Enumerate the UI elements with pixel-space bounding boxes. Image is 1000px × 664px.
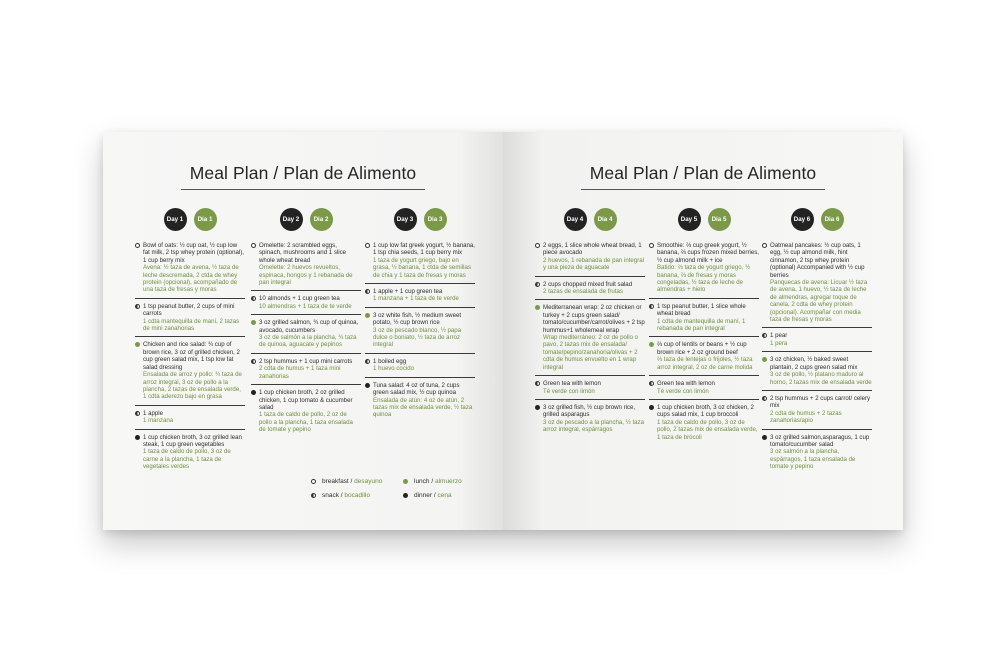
meal-text-en: 1 cup chicken broth, 3 oz grilled lean steak, 1 cup green vegetables — [143, 433, 242, 448]
meal-breakfast — [762, 242, 872, 328]
day-column-5 — [649, 208, 759, 449]
day-badge: Day 3 — [394, 208, 417, 231]
meal-snack — [251, 295, 361, 315]
meal-snack — [535, 281, 645, 301]
breakfast-marker-icon — [762, 243, 767, 248]
meal-text-en: 1 cup chicken broth, 3 oz chicken, 2 cups salad mix, 1 cup broccoli — [657, 403, 754, 419]
legend-label-es: bocadillo — [344, 492, 371, 499]
meal-text-es: 1 cdta de mantequilla de maní, 1 rebanada de pan integral — [657, 317, 746, 333]
meal-text-es: 1 cdta mantequilla de maní, 2 tazas de mini zanahorias — [143, 317, 240, 333]
meal-text-en: 1 tsp peanut butter, 2 cups of mini carrots — [143, 302, 235, 318]
day-column-1 — [135, 208, 245, 479]
meal-dinner — [649, 404, 759, 445]
meal-snack — [649, 380, 759, 400]
meal-text-es: Té verde con limón — [543, 387, 595, 395]
day-badges — [535, 208, 645, 232]
legend-label-en: breakfast — [322, 478, 349, 485]
left-page — [103, 132, 503, 530]
dinner-marker-icon — [762, 435, 767, 440]
day-badge: Day 2 — [280, 208, 303, 231]
snack-marker-icon — [762, 396, 767, 401]
meal-text-es: 1 taza de caldo de pollo, 3 oz de pollo, 2 tazas mix de ensalada verde, 1 taza de brócoli — [657, 418, 758, 441]
lunch-marker-icon — [251, 320, 256, 325]
meal-text-es: 3 oz de pescado a la plancha, ½ taza arroz integral, espárragos — [543, 418, 644, 434]
breakfast-marker-icon — [311, 479, 316, 484]
meal-text-es: Té verde con limón — [657, 387, 709, 395]
lunch-marker-icon — [762, 357, 767, 362]
snack-marker-icon — [135, 411, 140, 416]
meal-breakfast — [251, 242, 361, 291]
snack-marker-icon — [535, 282, 540, 287]
meal-text-en: 1 pear — [770, 332, 788, 340]
meal-lunch — [762, 356, 872, 391]
meal-text-en: 2 cups chopped mixed fruit salad — [543, 280, 633, 288]
meal-text-en: Smoothie: ⅔ cup greek yogurt, ½ banana, ⅔ cups frozen mixed berries, ½ cup almond milk + ice — [657, 242, 759, 264]
meal-text-en: 2 tsp hummus + 1 cup mini carrots — [259, 357, 353, 365]
day-column-6 — [762, 208, 872, 479]
meal-text-en: 2 tsp hummus + 2 cups carrot/ celery mix — [770, 394, 871, 410]
lunch-marker-icon — [649, 342, 654, 347]
meal-lunch — [365, 312, 475, 354]
dia-badge: Dia 2 — [310, 208, 333, 231]
right-page — [503, 132, 903, 530]
meal-snack — [251, 358, 361, 385]
meal-text-en: Chicken and rice salad: ¾ cup of brown rice, 3 oz of grilled chicken, 2 cup green salad mix, 1 tsp low fat salad dressing — [143, 341, 240, 371]
meal-text-es: Ensalada de atún: 4 oz de atún, 2 tazas mix de ensalada verde, ½ taza quinoa — [373, 396, 473, 419]
meal-snack — [365, 358, 475, 378]
meal-text-en: ⅔ cup of lentils or beans + ½ cup brown rice + 2 oz ground beef — [657, 341, 747, 356]
dia-badge: Dia 6 — [821, 208, 844, 231]
meal-text-es: 1 taza de caldo de pollo, 3 oz de carne a la plancha, 1 taza de vegetales verdes — [143, 448, 231, 471]
day-badges — [251, 208, 361, 232]
day-column-3 — [365, 208, 475, 427]
meal-text-en: 3 oz grilled fish, ½ cup brown rice, grilled asparagus — [543, 403, 636, 419]
meal-snack — [365, 288, 475, 308]
meal-dinner — [762, 434, 872, 475]
meal-text-en: Tuna salad: 4 oz of tuna, 2 cups green salad mix, ½ cup quinoa — [373, 381, 460, 397]
snack-marker-icon — [251, 296, 256, 301]
meal-text-es: 10 almendras + 1 taza de te verde — [259, 302, 352, 310]
legend-label-es: cena — [437, 492, 452, 499]
dinner-marker-icon — [251, 390, 256, 395]
breakfast-marker-icon — [251, 243, 256, 248]
meal-snack — [649, 303, 759, 338]
meal-text-en: Green tea with lemon — [543, 380, 601, 388]
meal-text-en: 1 boiled egg — [373, 357, 407, 365]
dinner-marker-icon — [135, 435, 140, 440]
meal-text-en: Bowl of oats: ½ cup oat, ½ cup low fat milk, 2 tsp whey protein (optional), 1 cup berry mix — [143, 242, 244, 264]
meal-snack — [135, 303, 245, 338]
meal-text-en: 1 apple — [143, 409, 163, 417]
dinner-marker-icon — [365, 383, 370, 388]
dinner-marker-icon — [403, 493, 408, 498]
meal-text-en: 1 tsp peanut butter, 1 slice whole wheat bread — [657, 302, 746, 318]
title-underline — [581, 189, 825, 190]
dia-badge: Dia 1 — [194, 208, 217, 231]
meal-text-en: 10 almonds + 1 cup green tea — [259, 295, 340, 303]
meal-text-es: 1 taza de yogurt griego, bajo en grasa, ½ banana, 1 ctda de semillas de chia y 1 taza de fresas y moras — [373, 256, 471, 279]
meal-breakfast — [135, 242, 245, 299]
day-badges — [365, 208, 475, 232]
meal-text-es: 2 cdta de humus + 2 tazas zanahorias/apio — [770, 409, 842, 425]
meal-breakfast — [535, 242, 645, 277]
legend-dinner: dinner / cena — [403, 492, 452, 499]
meal-text-en: Omelette: 2 scrambled eggs, spinach, mushrooms and 1 slice whole wheat bread — [259, 242, 347, 264]
legend-label-en: dinner — [414, 492, 433, 499]
breakfast-marker-icon — [135, 243, 140, 248]
snack-marker-icon — [762, 333, 767, 338]
dia-badge: Dia 4 — [594, 208, 617, 231]
day-badge: Day 6 — [791, 208, 814, 231]
meal-text-es: 2 huevos, 1 rebanada de pan integral y una pieza de aguacate — [543, 256, 644, 272]
page-title: Meal Plan / Plan de Alimento — [189, 163, 417, 183]
meal-text-en: 3 oz white fish, ½ medium sweet potato, ½ cup brown rice — [373, 311, 462, 327]
meal-text-es: 3 oz salmón a la plancha, espárragos, 1 taza ensalada de tomate y pepino — [770, 448, 856, 471]
meal-text-es: Avena: ½ taza de avena, ½ taza de leche descremada, 2 ctda de whey protein (opcional), acompañado de una taza de fresas y moras — [143, 264, 239, 294]
meal-snack — [762, 332, 872, 352]
meal-text-es: 3 oz de pescado blanco, ½ papa dulce o boniato, ½ taza de arroz integral — [373, 326, 462, 349]
meal-breakfast — [649, 242, 759, 299]
day-badges — [649, 208, 759, 232]
snack-marker-icon — [649, 381, 654, 386]
snack-marker-icon — [251, 359, 256, 364]
day-badge: Day 1 — [164, 208, 187, 231]
lunch-marker-icon — [535, 305, 540, 310]
meal-text-es: Ensalada de arroz y pollo: ¾ taza de arroz integral, 3 oz de pollo a la plancha, 2 tazas de ensalada verde, 1 cdta aderezo bajo en grasa — [143, 371, 242, 401]
meal-text-es: 1 manzana + 1 taza de te verde — [373, 295, 459, 303]
snack-marker-icon — [649, 304, 654, 309]
meal-text-es: 3 oz de pollo, ½ platano maduro al horno, 2 tazas mix de ensalada verde — [770, 371, 872, 386]
legend-snack: snack / bocadillo — [311, 492, 370, 499]
dia-badge: Dia 5 — [708, 208, 731, 231]
day-badge: Day 5 — [678, 208, 701, 231]
legend-lunch: lunch / almuerzo — [403, 478, 462, 485]
meal-text-en: Oatmeal pancakes: ½ cup oats, 1 egg, ½ cup almond milk, hint cinnamon, 2 tsp whey protein (optional) Accompanied with ½ cup berries — [770, 242, 865, 279]
day-badges — [762, 208, 872, 232]
meal-text-es: Panquecas de avena: Licuar ½ taza de avena, 1 huevo, ½ taza de leche de almendras, agregar toque de canela, 2 cdta de whey protein (opcional). Acompañar con media taza de fresas y moras — [770, 279, 868, 324]
lunch-marker-icon — [135, 342, 140, 347]
snack-marker-icon — [135, 304, 140, 309]
legend-label-es: desayuno — [354, 478, 383, 485]
meal-text-en: 3 oz grilled salmon, ¾ cup of quinoa, avocado, cucumbers — [259, 319, 359, 334]
legend-breakfast: breakfast / desayuno — [311, 478, 382, 485]
meal-snack — [535, 380, 645, 400]
meal-dinner — [135, 434, 245, 475]
legend-label-es: almuerzo — [434, 478, 462, 485]
day-column-2 — [251, 208, 361, 442]
meal-text-es: Batido: ⅔ taza de yogurt griego, ½ banana, ⅔ de fresas y moras congeladas, ½ taza de leche de almendras + hielo — [657, 264, 751, 294]
meal-text-es: 1 manzana — [143, 417, 174, 425]
lunch-marker-icon — [403, 479, 408, 484]
meal-text-es: 3 oz de salmón a la plancha, ¾ taza de quinoa, aguacate y pepinos — [259, 334, 357, 349]
snack-marker-icon — [311, 493, 316, 498]
meal-text-es: 2 cdta de humus + 1 taza mini zanahorias — [259, 365, 341, 380]
meal-text-es: Wrap mediterráneo: 2 oz de pollo o pavo, 2 tazas mix de ensalada/ tomate/pepino/zanahoria/olivas + 2 cdta de humus envuelto en 1 wrap integral — [543, 334, 639, 371]
breakfast-marker-icon — [649, 243, 654, 248]
meal-text-es: Omelette: 2 huevos revueltos, espinaca, hongos y 1 rebanada de pan integral — [259, 264, 353, 287]
meal-text-en: 3 oz chicken, ½ baked sweet plantain, 2 cups green salad mix — [770, 356, 858, 371]
page-title: Meal Plan / Plan de Alimento — [589, 163, 817, 183]
breakfast-marker-icon — [365, 243, 370, 248]
meal-text-es: 1 pera — [770, 339, 788, 347]
meal-text-es: 2 tazas de ensalada de frutas — [543, 288, 623, 296]
snack-marker-icon — [365, 359, 370, 364]
legend-label-en: snack — [322, 492, 339, 499]
day-badge: Day 4 — [564, 208, 587, 231]
dia-badge: Dia 3 — [424, 208, 447, 231]
snack-marker-icon — [535, 381, 540, 386]
open-booklet — [103, 132, 903, 530]
meal-dinner — [251, 389, 361, 437]
snack-marker-icon — [365, 289, 370, 294]
meal-snack — [762, 395, 872, 430]
meal-text-en: 2 eggs, 1 slice whole wheat bread, 1 piece avocado — [543, 242, 642, 257]
meal-snack — [135, 410, 245, 430]
title-underline — [181, 189, 425, 190]
legend-label-en: lunch — [414, 478, 430, 485]
meal-lunch — [135, 341, 245, 405]
meal-lunch — [649, 341, 759, 376]
day-badges — [135, 208, 245, 232]
meal-dinner — [365, 382, 475, 423]
meal-text-en: 1 apple + 1 cup green tea — [373, 288, 443, 296]
meal-text-en: 1 cup low fat greek yogurt, ½ banana, 1 tsp chia seeds, 1 cup berry mix — [373, 242, 475, 257]
meal-dinner — [535, 404, 645, 438]
breakfast-marker-icon — [535, 243, 540, 248]
lunch-marker-icon — [365, 313, 370, 318]
meal-breakfast — [365, 242, 475, 284]
meal-text-es: ⅔ taza de lentejas o frijoles, ½ taza arroz integral, 2 oz de carne molida — [657, 356, 753, 371]
day-column-4 — [535, 208, 645, 442]
meal-text-en: 3 oz grilled salmon,asparagus, 1 cup tomato/cucumber salad — [770, 433, 870, 448]
meal-text-es: 1 huevo cocido — [373, 365, 414, 373]
meal-text-es: 1 taza de caldo de pollo, 2 oz de pollo a la plancha, 1 taza ensalada de tomate y pepino — [259, 411, 353, 434]
meal-text-en: Mediterranean wrap: 2 oz chicken or turkey + 2 cups green salad/ tomato/cucumber/carrot/olives + 2 tsp hummus+1 wholemeal wrap — [543, 304, 645, 334]
meal-text-en: Green tea with lemon — [657, 380, 715, 388]
dinner-marker-icon — [535, 405, 540, 410]
meal-text-en: 1 cup chicken broth, 2 oz grilled chicken, 1 cup tomato & cucumber salad — [259, 389, 353, 411]
dinner-marker-icon — [649, 405, 654, 410]
meal-lunch — [251, 319, 361, 354]
meal-lunch — [535, 304, 645, 376]
